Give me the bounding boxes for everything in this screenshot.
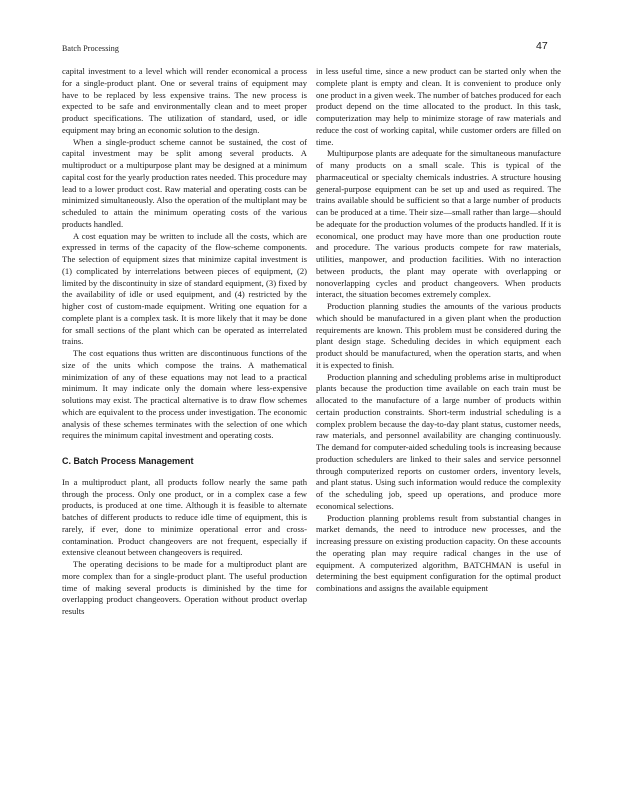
- paragraph: in less useful time, since a new product can be started only when the complete plant is empty and clean. It is convenient to produce only one product in a given week. The number of batches produced for each product depend on the time allocated to the product. In this task, computerization may help to minimize storage of raw materials and reduce the cost of working capital, while customer orders are filled on time.: [316, 66, 561, 147]
- paragraph: A cost equation may be written to include all the costs, which are expressed in terms of the capacity of the flow-scheme components. The selection of equipment sizes that minimize capital investment is (1) complicated by interrelations between pieces of equipment, (2) limited by the discontinuity in size of standard equipment, (3) fixed by the availability of idle or used equipment, and (4) restricted by the higher cost of custom-made equipment. Writing one equation for a complete plant is a complex task. It is more likely that it may be done for small sections of the plant which can be operated as interrelated trains.: [62, 230, 307, 347]
- paragraph: capital investment to a level which will render economical a process for a single-product plant. One or several trains of equipment may have to be replaced by less expensive trains. The new process is expected to be safe and environmentally clean and to meet proper product specifications. The utilization of standard, used, or idle equipment may bring an economic solution to the design.: [62, 66, 307, 135]
- paragraph: Production planning studies the amounts of the various products which should be manufactured in a given plant when the production requirements are known. This problem must be considered during the plant design stage. Scheduling decides in which equipment each product should be manufactured, when the operation starts, and when it is expected to finish.: [316, 301, 561, 370]
- paragraph: The cost equations thus written are discontinuous functions of the size of the units which compose the trains. A mathematical minimization of any of these equations may not lead to a practical minimum. It may indicate only the domain where less-expensive solutions may exist. The practical alternative is to draw flow schemes which are equivalent to the process under investigation. The economic analysis of these schemes terminates with the selection of one which requires the minimum capital investment and operating costs.: [62, 348, 307, 441]
- left-column: [62, 66, 307, 618]
- paragraph: In a multiproduct plant, all products follow nearly the same path through the process. Only one product, or in a complex case a few products, is produced at one time. Although it is feasible to alternate batches of different products to reduce idle time of equipment, this is rarely, if ever, done to minimize operational error and cross-contamination. Product changeovers are not frequent, especially if extensive cleanout between changeovers is required.: [62, 476, 307, 558]
- paragraph: Production planning and scheduling problems arise in multiproduct plants because the production time available on each train must be allocated to the manufacture of a large number of products within certain production constraints. Short-term industrial scheduling is a complex problem because the day-to-day plant status, customer needs, raw materials, and personnel availability are changing continuously. The demand for computer-aided scheduling tools is increasing because production schedulers are linked to their sales and service personnel through computerized reports on customer orders, inventory levels, and plant status. Using such information would reduce the complexity of the scheduling job, speed up operations, and produce more economical selections.: [316, 371, 561, 511]
- right-column: [316, 66, 561, 595]
- paragraph: When a single-product scheme cannot be sustained, the cost of capital investment may be split among several products. A multiproduct or a multipurpose plant may be designed at a minimum capital cost for the yearly production rates needed. This procedure may lead to a lower product cost. Raw material and operating costs can be minimized simultaneously. Also the operation of the multiplant may be scheduled to attain the minimum operating costs of the various products handled.: [62, 136, 307, 229]
- running-head: Batch Processing: [62, 44, 119, 53]
- section-heading: C. Batch Process Management: [62, 456, 194, 466]
- paragraph: Production planning problems result from substantial changes in market demands, the need to introduce new processes, and the increasing pressure on existing production capacity. On these accounts the operating plan may require radical changes in the use of equipment. A computerized algorithm, BATCHMAN is useful in determining the best equipment configuration for the optimal product combinations and assigns the available equipment: [316, 512, 561, 593]
- paragraph: Multipurpose plants are adequate for the simultaneous manufacture of many products on a small scale. This is typical of the pharmaceutical or specialty chemicals industries. A structure housing general-purpose equipment can be set up and used as required. The trains available should be sufficient so that a large number of products can be produced at a time. Their size—small rather than large—should be adequate for the production volumes of the products handled. If it is economical, one product may have more than one production route and procedure. The various products compete for raw materials, utilities, manpower, and production facilities. With no interaction between products, the plant may operate with overlapping or nonoverlapping cycles and product changeovers. When products interact, the situation becomes extremely complex.: [316, 148, 561, 300]
- paragraph: The operating decisions to be made for a multiproduct plant are more complex than for a single-product plant. The useful production time of making several products is diminished by the time for overlapping product changeovers. Operation without product overlap results: [62, 559, 307, 616]
- page-number: 47: [536, 40, 548, 52]
